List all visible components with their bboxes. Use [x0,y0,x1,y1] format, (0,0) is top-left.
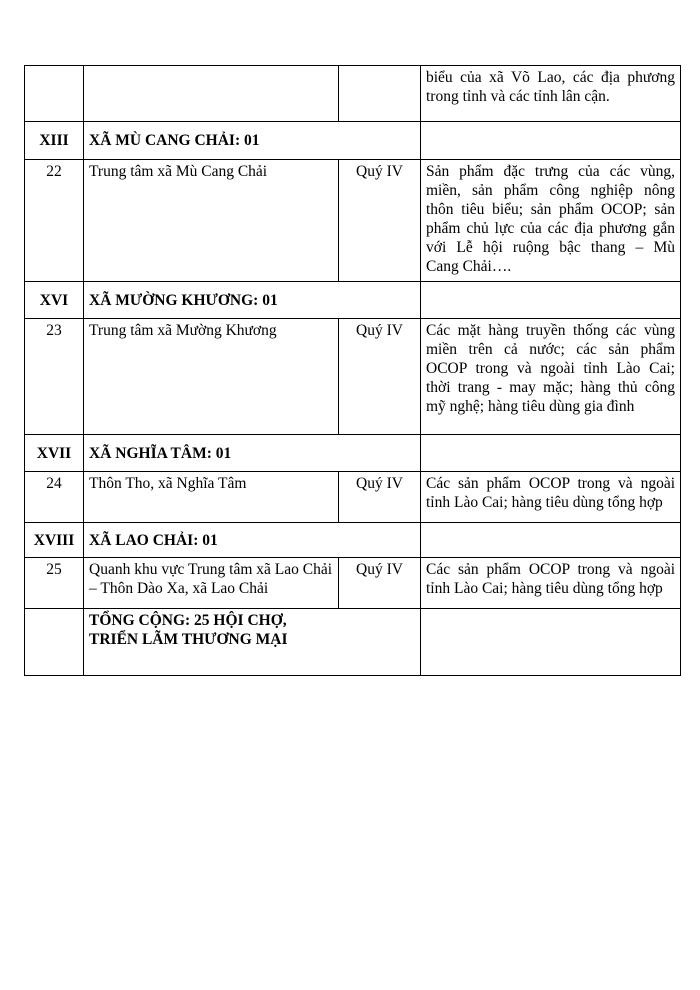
section-row [25,122,681,160]
description-cell [421,160,681,282]
total-row [25,609,681,676]
description-line: phẩm chủ lực của các địa phương gắn [426,220,675,237]
table-row [25,160,681,282]
section-row [25,435,681,472]
section-row [25,523,681,558]
table-row [25,319,681,435]
table-row [25,66,681,122]
total-title-text: TỔNG CỘNG: 25 HỘI CHỢ, TRIỂN LÃM THƯƠNG MẠI [89,612,288,648]
empty-cell [421,523,681,558]
location-cell [84,66,339,122]
description-line: thời trang - may mặc; hàng thủ công [426,379,675,396]
description-line: trong tỉnh và các tỉnh lân cận. [426,88,610,105]
section-row [25,282,681,319]
row-number-cell: 22 [25,160,84,282]
description-line: thôn tiêu biểu; sản phẩm OCOP; sản [426,201,675,218]
row-number-cell: 24 [25,472,84,523]
description-line: mỹ nghệ; hàng tiêu dùng gia đình [426,398,635,415]
section-title: XÃ LAO CHẢI: 01 [84,523,421,558]
description-line: với Lễ hội ruộng bậc thang – Mù [426,239,675,256]
table-row [25,558,681,609]
time-cell [339,66,421,122]
row-number-cell: 25 [25,558,84,609]
description-cell [421,558,681,609]
description-line: tỉnh Lào Cai; hàng tiêu dùng tổng hợp [426,580,663,597]
section-title: XÃ MÙ CANG CHẢI: 01 [84,122,421,160]
description-line: Các sản phẩm OCOP trong và ngoài [426,561,675,578]
description-cell [421,66,681,122]
time-cell: Quý IV [339,319,421,435]
description-line: Cang Chải…. [426,258,512,275]
description-line: Các mặt hàng truyền thống các vùng [426,322,675,339]
table-row [25,472,681,523]
row-number-cell [25,609,84,676]
section-title: XÃ NGHĨA TÂM: 01 [84,435,421,472]
description-cell [421,319,681,435]
section-number: XIII [25,122,84,160]
section-title: XÃ MƯỜNG KHƯƠNG: 01 [84,282,421,319]
description-line: miền, sản phẩm công nghiệp nông [426,182,675,199]
location-cell: Trung tâm xã Mường Khương [84,319,339,435]
description-line: Sản phẩm đặc trưng của các vùng, [426,163,675,180]
time-cell: Quý IV [339,472,421,523]
description-line: miền trên cả nước; các sản phẩm [426,341,675,358]
section-number: XVI [25,282,84,319]
fair-schedule-table [24,65,681,676]
empty-cell [421,282,681,319]
empty-cell [421,435,681,472]
time-cell: Quý IV [339,558,421,609]
total-title [84,609,421,676]
location-cell: Thôn Tho, xã Nghĩa Tâm [84,472,339,523]
description-line: OCOP trong và ngoài tỉnh Lào Cai; [426,360,675,377]
description-line: biểu của xã Võ Lao, các địa phương [426,69,675,86]
section-number: XVIII [25,523,84,558]
location-cell: Trung tâm xã Mù Cang Chải [84,160,339,282]
time-cell: Quý IV [339,160,421,282]
description-line: tỉnh Lào Cai; hàng tiêu dùng tổng hợp [426,494,663,511]
description-line: Các sản phẩm OCOP trong và ngoài [426,475,675,492]
row-number-cell [25,66,84,122]
description-cell [421,472,681,523]
location-cell: Quanh khu vực Trung tâm xã Lao Chải – Thôn Dào Xa, xã Lao Chải [84,558,339,609]
section-number: XVII [25,435,84,472]
empty-cell [421,609,681,676]
empty-cell [421,122,681,160]
row-number-cell: 23 [25,319,84,435]
